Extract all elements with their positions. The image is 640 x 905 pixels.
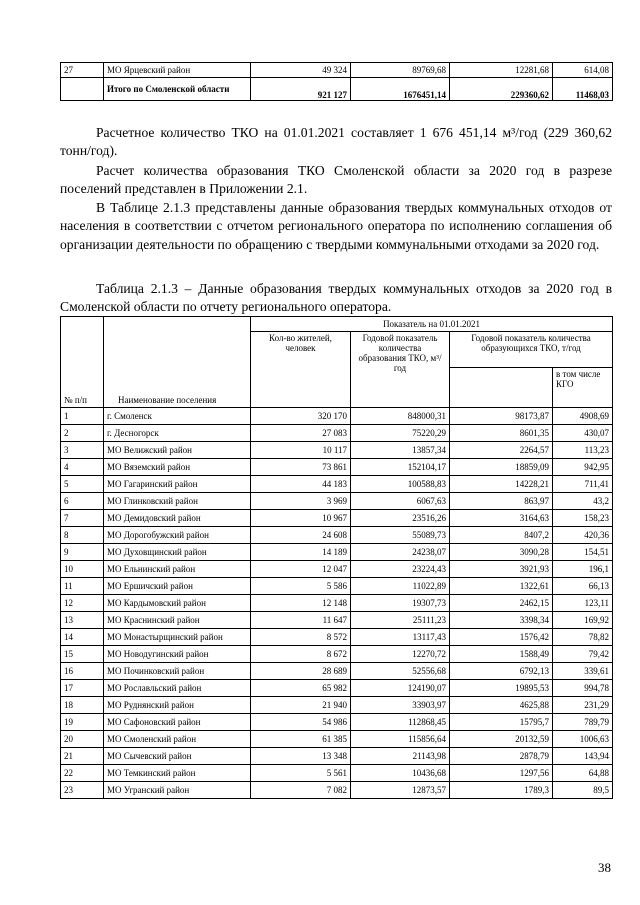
kgo-value: 4908,69 (553, 408, 613, 425)
settlement-name: МО Краснинский район (104, 612, 251, 629)
kgo-value: 64,88 (553, 765, 613, 782)
annual-mass: 15795,7 (450, 714, 553, 731)
table-row (61, 459, 613, 476)
population: 5 586 (251, 578, 351, 595)
annual-volume: 152104,17 (351, 459, 450, 476)
row-number: 8 (61, 527, 104, 544)
row-number: 14 (61, 629, 104, 646)
waste-data-table (60, 316, 613, 799)
kgo-value: 113,23 (553, 442, 613, 459)
annual-volume: 33903,97 (351, 697, 450, 714)
settlement-name: МО Темкинский район (104, 765, 251, 782)
annual-mass: 8601,35 (450, 425, 553, 442)
table-row (61, 629, 613, 646)
annual-volume: 100588,83 (351, 476, 450, 493)
population: 7 082 (251, 782, 351, 799)
annual-mass: 8407,2 (450, 527, 553, 544)
settlement-name: МО Гагаринский район (104, 476, 251, 493)
header-number: № п/п (61, 317, 104, 408)
table-caption: Таблица 2.1.3 – Данные образования твердых коммунальных отходов за 2020 год в Смоленской области по отчету регионального оператора. (60, 281, 612, 315)
table-row (61, 748, 613, 765)
row-number: 17 (61, 680, 104, 697)
annual-volume: 55089,73 (351, 527, 450, 544)
annual-mass: 14228,21 (450, 476, 553, 493)
row-number: 20 (61, 731, 104, 748)
total-label: Итого по Смоленской области (104, 78, 251, 101)
annual-mass: 2264,57 (450, 442, 553, 459)
population: 13 348 (251, 748, 351, 765)
row-number: 21 (61, 748, 104, 765)
settlement-name: МО Новодугинский район (104, 646, 251, 663)
row-number: 1 (61, 408, 104, 425)
kgo-value: 614,08 (553, 63, 613, 78)
annual-volume: 23516,26 (351, 510, 450, 527)
kgo-value: 169,92 (553, 612, 613, 629)
kgo-value: 789,79 (553, 714, 613, 731)
table-row (61, 408, 613, 425)
header-population: Кол-во жителей, человек (251, 332, 351, 408)
table-row (61, 476, 613, 493)
annual-mass: 1322,61 (450, 578, 553, 595)
header-indicator-group: Показатель на 01.01.2021 (251, 317, 613, 332)
row-number: 23 (61, 782, 104, 799)
kgo-value: 430,07 (553, 425, 613, 442)
table-row (61, 680, 613, 697)
population: 12 148 (251, 595, 351, 612)
row-number: 10 (61, 561, 104, 578)
table-row (61, 646, 613, 663)
header-kgo: в том числе КГО (553, 368, 613, 408)
kgo-value: 994,78 (553, 680, 613, 697)
row-number: 16 (61, 663, 104, 680)
population: 320 170 (251, 408, 351, 425)
page-number: 38 (598, 860, 611, 875)
settlement-name: МО Монастырщинский район (104, 629, 251, 646)
table-row (61, 561, 613, 578)
population: 65 982 (251, 680, 351, 697)
kgo-value: 43,2 (553, 493, 613, 510)
annual-volume: 25111,23 (351, 612, 450, 629)
settlement-name: МО Угранский район (104, 782, 251, 799)
settlement-name: МО Ершичский район (104, 578, 251, 595)
population: 3 969 (251, 493, 351, 510)
paragraph-tko-estimate: Расчетное количество ТКО на 01.01.2021 составляет 1 676 451,14 м³/год (229 360,62 тонн/год). (60, 125, 612, 159)
annual-mass: 3164,63 (450, 510, 553, 527)
table-row (61, 63, 613, 78)
row-number: 15 (61, 646, 104, 663)
kgo-value: 79,42 (553, 646, 613, 663)
settlement-name: МО Ярцевский район (104, 63, 251, 78)
paragraph-appendix-ref: Расчет количества образования ТКО Смоленской области за 2020 год в разрезе поселений представлен в Приложении 2.1. (60, 163, 612, 197)
row-number: 2 (61, 425, 104, 442)
row-number: 19 (61, 714, 104, 731)
population: 61 385 (251, 731, 351, 748)
row-number: 4 (61, 459, 104, 476)
row-number: 13 (61, 612, 104, 629)
kgo-value: 711,41 (553, 476, 613, 493)
annual-volume: 19307,73 (351, 595, 450, 612)
population: 10 117 (251, 442, 351, 459)
annual-mass: 12281,68 (450, 63, 553, 78)
annual-mass: 6792,13 (450, 663, 553, 680)
table-row (61, 731, 613, 748)
total-kgo: 11468,03 (553, 78, 613, 101)
row-number: 11 (61, 578, 104, 595)
annual-volume: 75220,29 (351, 425, 450, 442)
table-row (61, 578, 613, 595)
annual-volume: 112868,45 (351, 714, 450, 731)
kgo-value: 154,51 (553, 544, 613, 561)
settlement-name: МО Сычевский район (104, 748, 251, 765)
settlement-name: МО Вяземский район (104, 459, 251, 476)
settlement-name: МО Духовщинский район (104, 544, 251, 561)
table-row (61, 425, 613, 442)
table-row (61, 782, 613, 799)
population: 24 608 (251, 527, 351, 544)
kgo-value: 78,82 (553, 629, 613, 646)
annual-volume: 124190,07 (351, 680, 450, 697)
annual-volume: 12873,57 (351, 782, 450, 799)
annual-volume: 12270,72 (351, 646, 450, 663)
settlement-name: МО Ельнинский район (104, 561, 251, 578)
annual-volume: 13117,43 (351, 629, 450, 646)
settlement-name: МО Велижский район (104, 442, 251, 459)
settlement-name: г. Смоленск (104, 408, 251, 425)
population: 5 561 (251, 765, 351, 782)
table-row (61, 493, 613, 510)
settlement-name: МО Починковский район (104, 663, 251, 680)
kgo-value: 231,29 (553, 697, 613, 714)
annual-mass: 3398,34 (450, 612, 553, 629)
row-number: 27 (61, 63, 104, 78)
header-annual-mass: Годовой показатель количества образующихся ТКО, т/год (450, 332, 613, 368)
table-row (61, 765, 613, 782)
population: 12 047 (251, 561, 351, 578)
population: 21 940 (251, 697, 351, 714)
annual-mass: 1297,56 (450, 765, 553, 782)
total-row (61, 78, 613, 101)
annual-volume: 10436,68 (351, 765, 450, 782)
continuation-table (60, 62, 613, 101)
kgo-value: 158,23 (553, 510, 613, 527)
annual-volume: 6067,63 (351, 493, 450, 510)
table-body (61, 408, 613, 799)
row-number: 9 (61, 544, 104, 561)
table-row (61, 544, 613, 561)
settlement-name: МО Дорогобужский район (104, 527, 251, 544)
table-row (61, 527, 613, 544)
header-annual-volume: Годовой показатель количества образования ТКО, м³/год (351, 332, 450, 408)
annual-mass: 863,97 (450, 493, 553, 510)
annual-mass: 1789,3 (450, 782, 553, 799)
population: 10 967 (251, 510, 351, 527)
population: 8 572 (251, 629, 351, 646)
population: 27 083 (251, 425, 351, 442)
total-population: 921 127 (251, 78, 351, 101)
kgo-value: 143,94 (553, 748, 613, 765)
annual-volume: 848000,31 (351, 408, 450, 425)
annual-mass: 19895,53 (450, 680, 553, 697)
annual-volume: 115856,64 (351, 731, 450, 748)
annual-mass: 1576,42 (450, 629, 553, 646)
table-row (61, 442, 613, 459)
population: 11 647 (251, 612, 351, 629)
settlement-name: МО Руднянский район (104, 697, 251, 714)
header-settlement: Наименование поселения (104, 317, 251, 408)
annual-volume: 11022,89 (351, 578, 450, 595)
annual-mass: 2878,79 (450, 748, 553, 765)
kgo-value: 89,5 (553, 782, 613, 799)
kgo-value: 420,36 (553, 527, 613, 544)
kgo-value: 66,13 (553, 578, 613, 595)
row-number: 7 (61, 510, 104, 527)
annual-mass: 18859,09 (450, 459, 553, 476)
kgo-value: 942,95 (553, 459, 613, 476)
settlement-name: МО Смоленский район (104, 731, 251, 748)
row-number: 6 (61, 493, 104, 510)
paragraph-table-intro: В Таблице 2.1.3 представлены данные образования твердых коммунальных отходов от населения в соответствии с отчетом регионального оператора по исполнению соглашения об организации деятельности по обращению с твердыми коммунальными отходами за 2020 год. (60, 200, 612, 252)
annual-volume: 52556,68 (351, 663, 450, 680)
annual-volume: 21143,98 (351, 748, 450, 765)
population: 14 189 (251, 544, 351, 561)
kgo-value: 339,61 (553, 663, 613, 680)
population: 8 672 (251, 646, 351, 663)
table-row (61, 714, 613, 731)
settlement-name: МО Глинковский район (104, 493, 251, 510)
kgo-value: 1006,63 (553, 731, 613, 748)
row-number: 18 (61, 697, 104, 714)
annual-volume: 23224,43 (351, 561, 450, 578)
settlement-name: МО Сафоновский район (104, 714, 251, 731)
settlement-name: МО Рославльский район (104, 680, 251, 697)
population: 44 183 (251, 476, 351, 493)
settlement-name: г. Десногорск (104, 425, 251, 442)
annual-volume: 24238,07 (351, 544, 450, 561)
annual-volume: 13857,34 (351, 442, 450, 459)
table-row (61, 510, 613, 527)
annual-mass: 1588,49 (450, 646, 553, 663)
population: 73 861 (251, 459, 351, 476)
settlement-name: МО Демидовский район (104, 510, 251, 527)
annual-mass: 3090,28 (450, 544, 553, 561)
population: 54 986 (251, 714, 351, 731)
settlement-name: МО Кардымовский район (104, 595, 251, 612)
row-number: 3 (61, 442, 104, 459)
table-row (61, 663, 613, 680)
table-row (61, 697, 613, 714)
row-number: 5 (61, 476, 104, 493)
annual-mass: 2462,15 (450, 595, 553, 612)
population: 49 324 (251, 63, 351, 78)
annual-volume: 89769,68 (351, 63, 450, 78)
row-number: 12 (61, 595, 104, 612)
population: 28 689 (251, 663, 351, 680)
row-number: 22 (61, 765, 104, 782)
annual-mass: 20132,59 (450, 731, 553, 748)
annual-mass: 3921,93 (450, 561, 553, 578)
kgo-value: 196,1 (553, 561, 613, 578)
kgo-value: 123,11 (553, 595, 613, 612)
table-row (61, 595, 613, 612)
total-annual-volume: 1676451,14 (351, 78, 450, 101)
table-row (61, 612, 613, 629)
total-annual-mass: 229360,62 (450, 78, 553, 101)
annual-mass: 4625,88 (450, 697, 553, 714)
annual-mass: 98173,87 (450, 408, 553, 425)
